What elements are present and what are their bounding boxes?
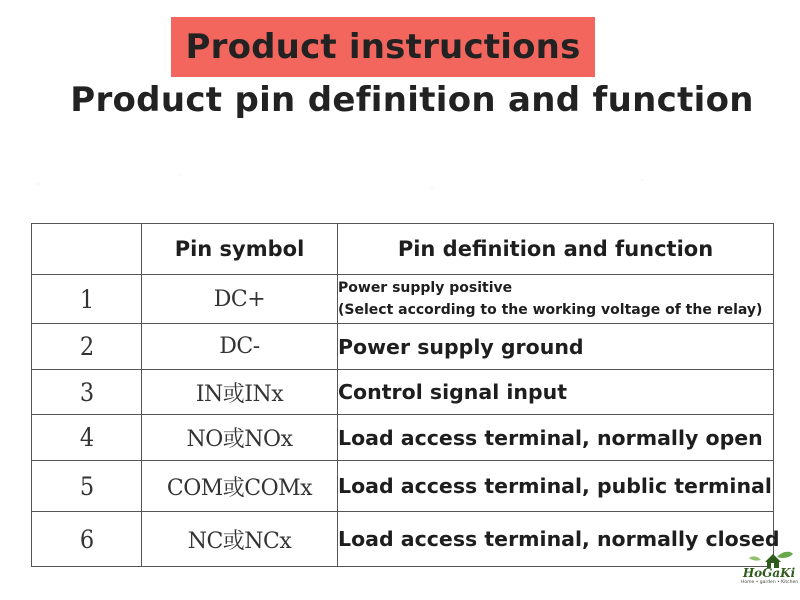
table-row [32, 324, 774, 370]
logo-text: HoGaKi [742, 566, 796, 580]
logo-tagline: Home • garden • Kitchen [741, 580, 799, 585]
pin-definition-text: Load access terminal, public terminal [338, 474, 772, 498]
pin-definition [338, 461, 774, 512]
pin-definition [338, 415, 774, 461]
pin-number: 5 [37, 461, 136, 512]
pin-definition [338, 512, 780, 567]
pin-number: 1 [37, 275, 136, 324]
pin-definition [338, 275, 774, 324]
table-header-row [32, 224, 774, 275]
pin-symbol: IN或INx [142, 370, 338, 415]
pin-symbol: DC+ [142, 275, 338, 324]
pin-definition-text: Load access terminal, normally closed [338, 527, 780, 551]
table-row [32, 461, 774, 512]
pin-definition-text: Control signal input [338, 380, 568, 404]
pin-definition [338, 370, 774, 415]
header-number [32, 224, 142, 275]
header-pin-symbol: Pin symbol [142, 224, 338, 275]
scan-specks [30, 170, 770, 200]
pin-number: 4 [37, 415, 136, 461]
pin-definition-line1: Power supply positive [338, 280, 513, 296]
pin-definition-line2: (Select according to the working voltage of the relay) [338, 302, 763, 318]
table-row [32, 275, 774, 324]
pin-symbol: NC或NCx [142, 512, 338, 567]
page-subtitle: Product pin definition and function [70, 80, 754, 120]
brand-logo [741, 548, 797, 588]
pin-symbol: DC- [142, 324, 338, 370]
pin-definition [338, 324, 774, 370]
pin-number: 3 [37, 370, 136, 415]
table-row [32, 415, 774, 461]
pin-definition-table [31, 223, 780, 567]
title-banner [171, 17, 595, 77]
banner-title: Product instructions [185, 27, 581, 67]
pin-number: 6 [37, 512, 136, 567]
pin-symbol: COM或COMx [142, 461, 338, 512]
header-pin-definition: Pin definition and function [338, 224, 774, 275]
table-row [32, 512, 774, 567]
table-row [32, 370, 774, 415]
pin-number: 2 [37, 324, 136, 370]
pin-definition-text: Power supply ground [338, 334, 584, 359]
pin-symbol: NO或NOx [142, 415, 338, 461]
pin-definition-text: Load access terminal, normally open [338, 425, 763, 450]
